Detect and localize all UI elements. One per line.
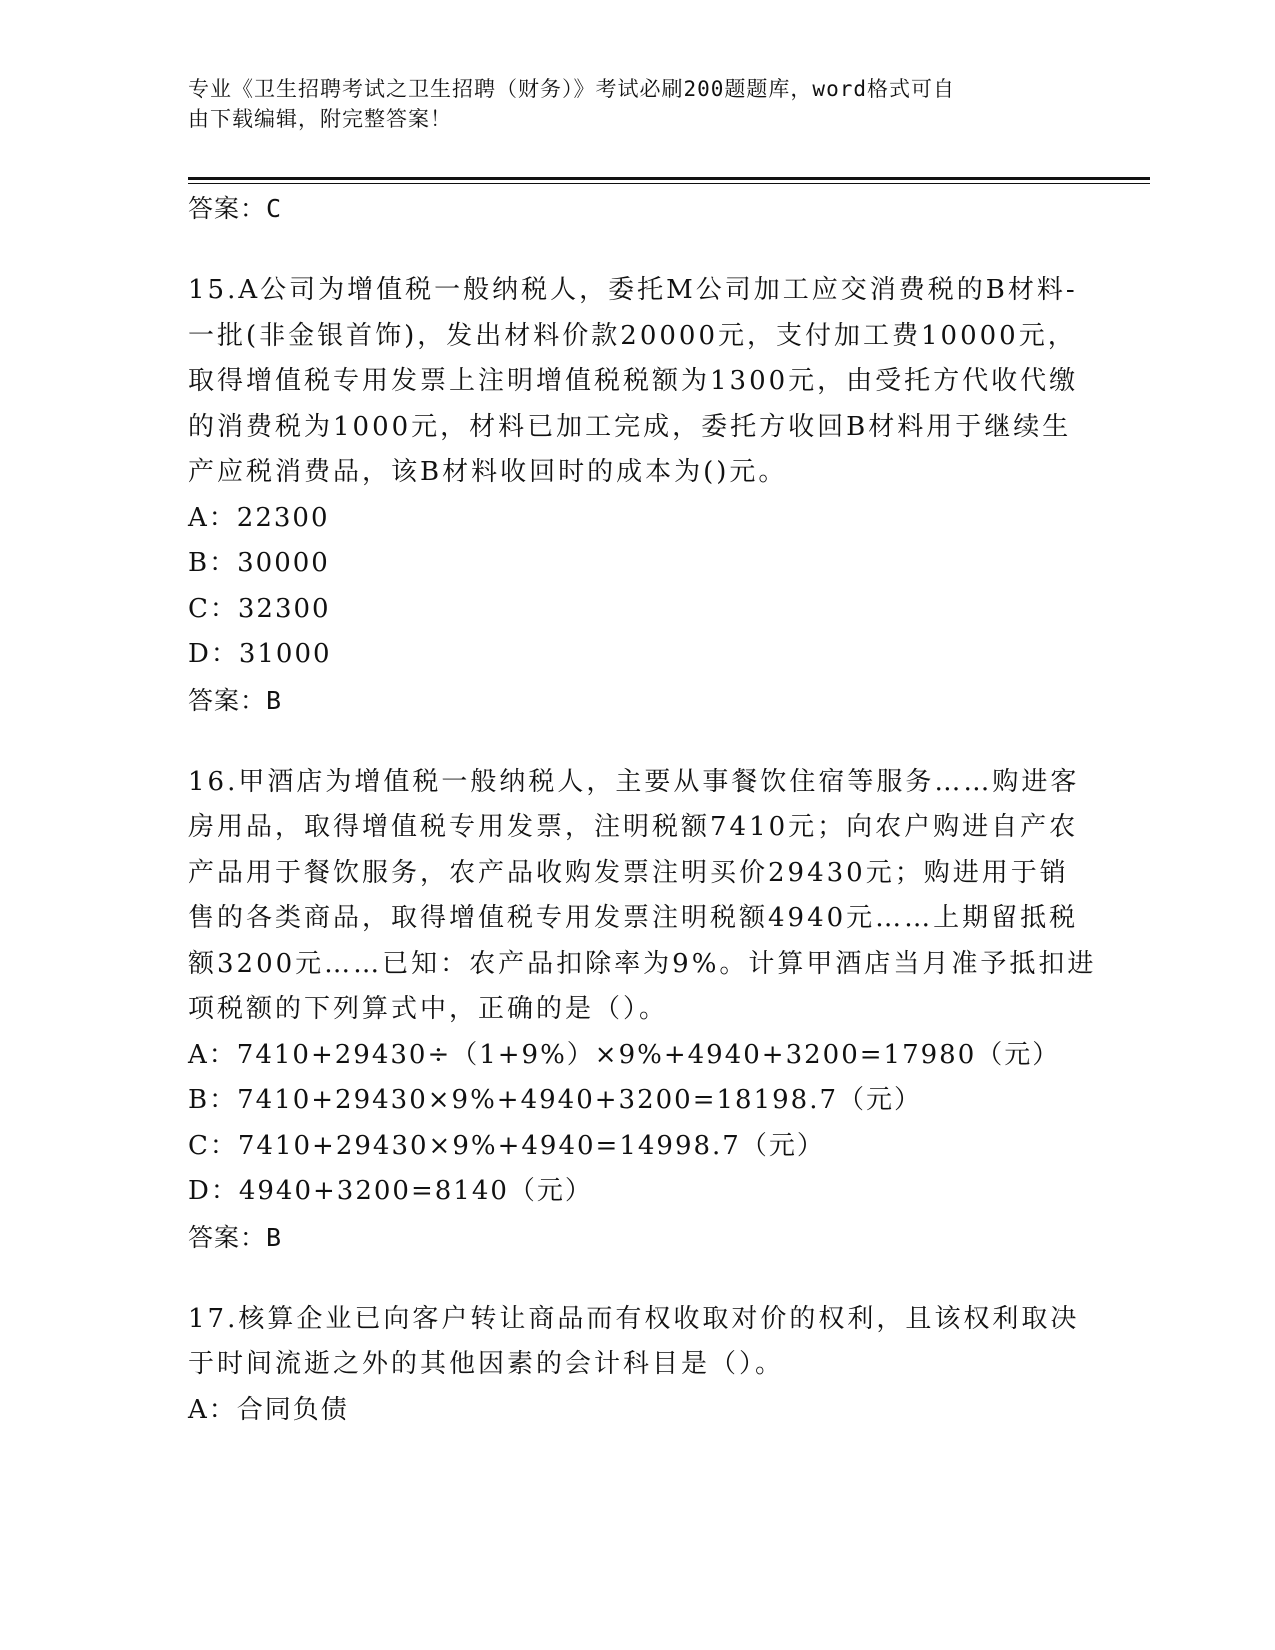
header-divider-thick bbox=[188, 177, 1150, 180]
header-line: 专业《卫生招聘考试之卫生招聘（财务）》考试必刷200题题库，word格式可自 bbox=[188, 77, 955, 101]
question-stem-line: 16.甲酒店为增值税一般纳税人，主要从事餐饮住宿等服务……购进客 bbox=[188, 766, 1080, 797]
document-header bbox=[188, 74, 1078, 134]
answer-label: 答案：B bbox=[188, 685, 283, 715]
question-stem-line: 项税额的下列算式中，正确的是（）。 bbox=[188, 994, 669, 1024]
option-d: D：4940+3200=8140（元） bbox=[188, 1176, 593, 1206]
question-stem-line: 一批(非金银首饰)，发出材料价款20000元，支付加工费10000元， bbox=[188, 320, 1077, 351]
question-stem-line: 额3200元……已知：农产品扣除率为9%。计算甲酒店当月准予抵扣进 bbox=[188, 948, 1097, 979]
header-line: 由下载编辑，附完整答案！ bbox=[188, 107, 452, 131]
question-stem-line: 17.核算企业已向客户转让商品而有权收取对价的权利，且该权利取决 bbox=[188, 1303, 1080, 1334]
question-stem-line: 产应税消费品，该B材料收回时的成本为()元。 bbox=[188, 457, 788, 487]
option-a: A：22300 bbox=[188, 502, 330, 533]
question-stem-line: 15.A公司为增值税一般纳税人，委托M公司加工应交消费税的B材料- bbox=[188, 275, 1078, 305]
question-stem-line: 房用品，取得增值税专用发票，注明税额7410元；向农户购进自产农 bbox=[188, 812, 1079, 842]
question-15 bbox=[188, 268, 1088, 724]
question-content bbox=[188, 186, 1097, 1433]
answer-label: 答案：B bbox=[188, 1222, 283, 1252]
question-stem-line: 的消费税为1000元，材料已加工完成，委托方收回B材料用于继续生 bbox=[188, 411, 1072, 442]
answer-label: 答案：C bbox=[188, 194, 283, 223]
option-a: A：7410+29430÷（1+9%）×9%+4940+3200=17980（元） bbox=[188, 1039, 1061, 1070]
option-a: A：合同负债 bbox=[188, 1394, 349, 1425]
option-c: C：7410+29430×9%+4940=14998.7（元） bbox=[188, 1130, 825, 1161]
option-b: B：7410+29430×9%+4940+3200=18198.7（元） bbox=[188, 1085, 923, 1115]
header-divider-thin bbox=[188, 183, 1150, 184]
question-16 bbox=[188, 760, 1097, 1261]
option-b: B：30000 bbox=[188, 548, 330, 578]
question-stem-line: 产品用于餐饮服务，农产品收购发票注明买价29430元；购进用于销 bbox=[188, 857, 1069, 888]
question-stem-line: 取得增值税专用发票上注明增值税税额为1300元，由受托方代收代缴 bbox=[188, 366, 1079, 396]
question-17 bbox=[188, 1297, 1088, 1434]
question-stem-line: 售的各类商品，取得增值税专用发票注明税额4940元……上期留抵税 bbox=[188, 903, 1079, 933]
option-d: D：31000 bbox=[188, 639, 332, 669]
question-stem-line: 于时间流逝之外的其他因素的会计科目是（）。 bbox=[188, 1349, 785, 1379]
option-c: C：32300 bbox=[188, 593, 331, 624]
